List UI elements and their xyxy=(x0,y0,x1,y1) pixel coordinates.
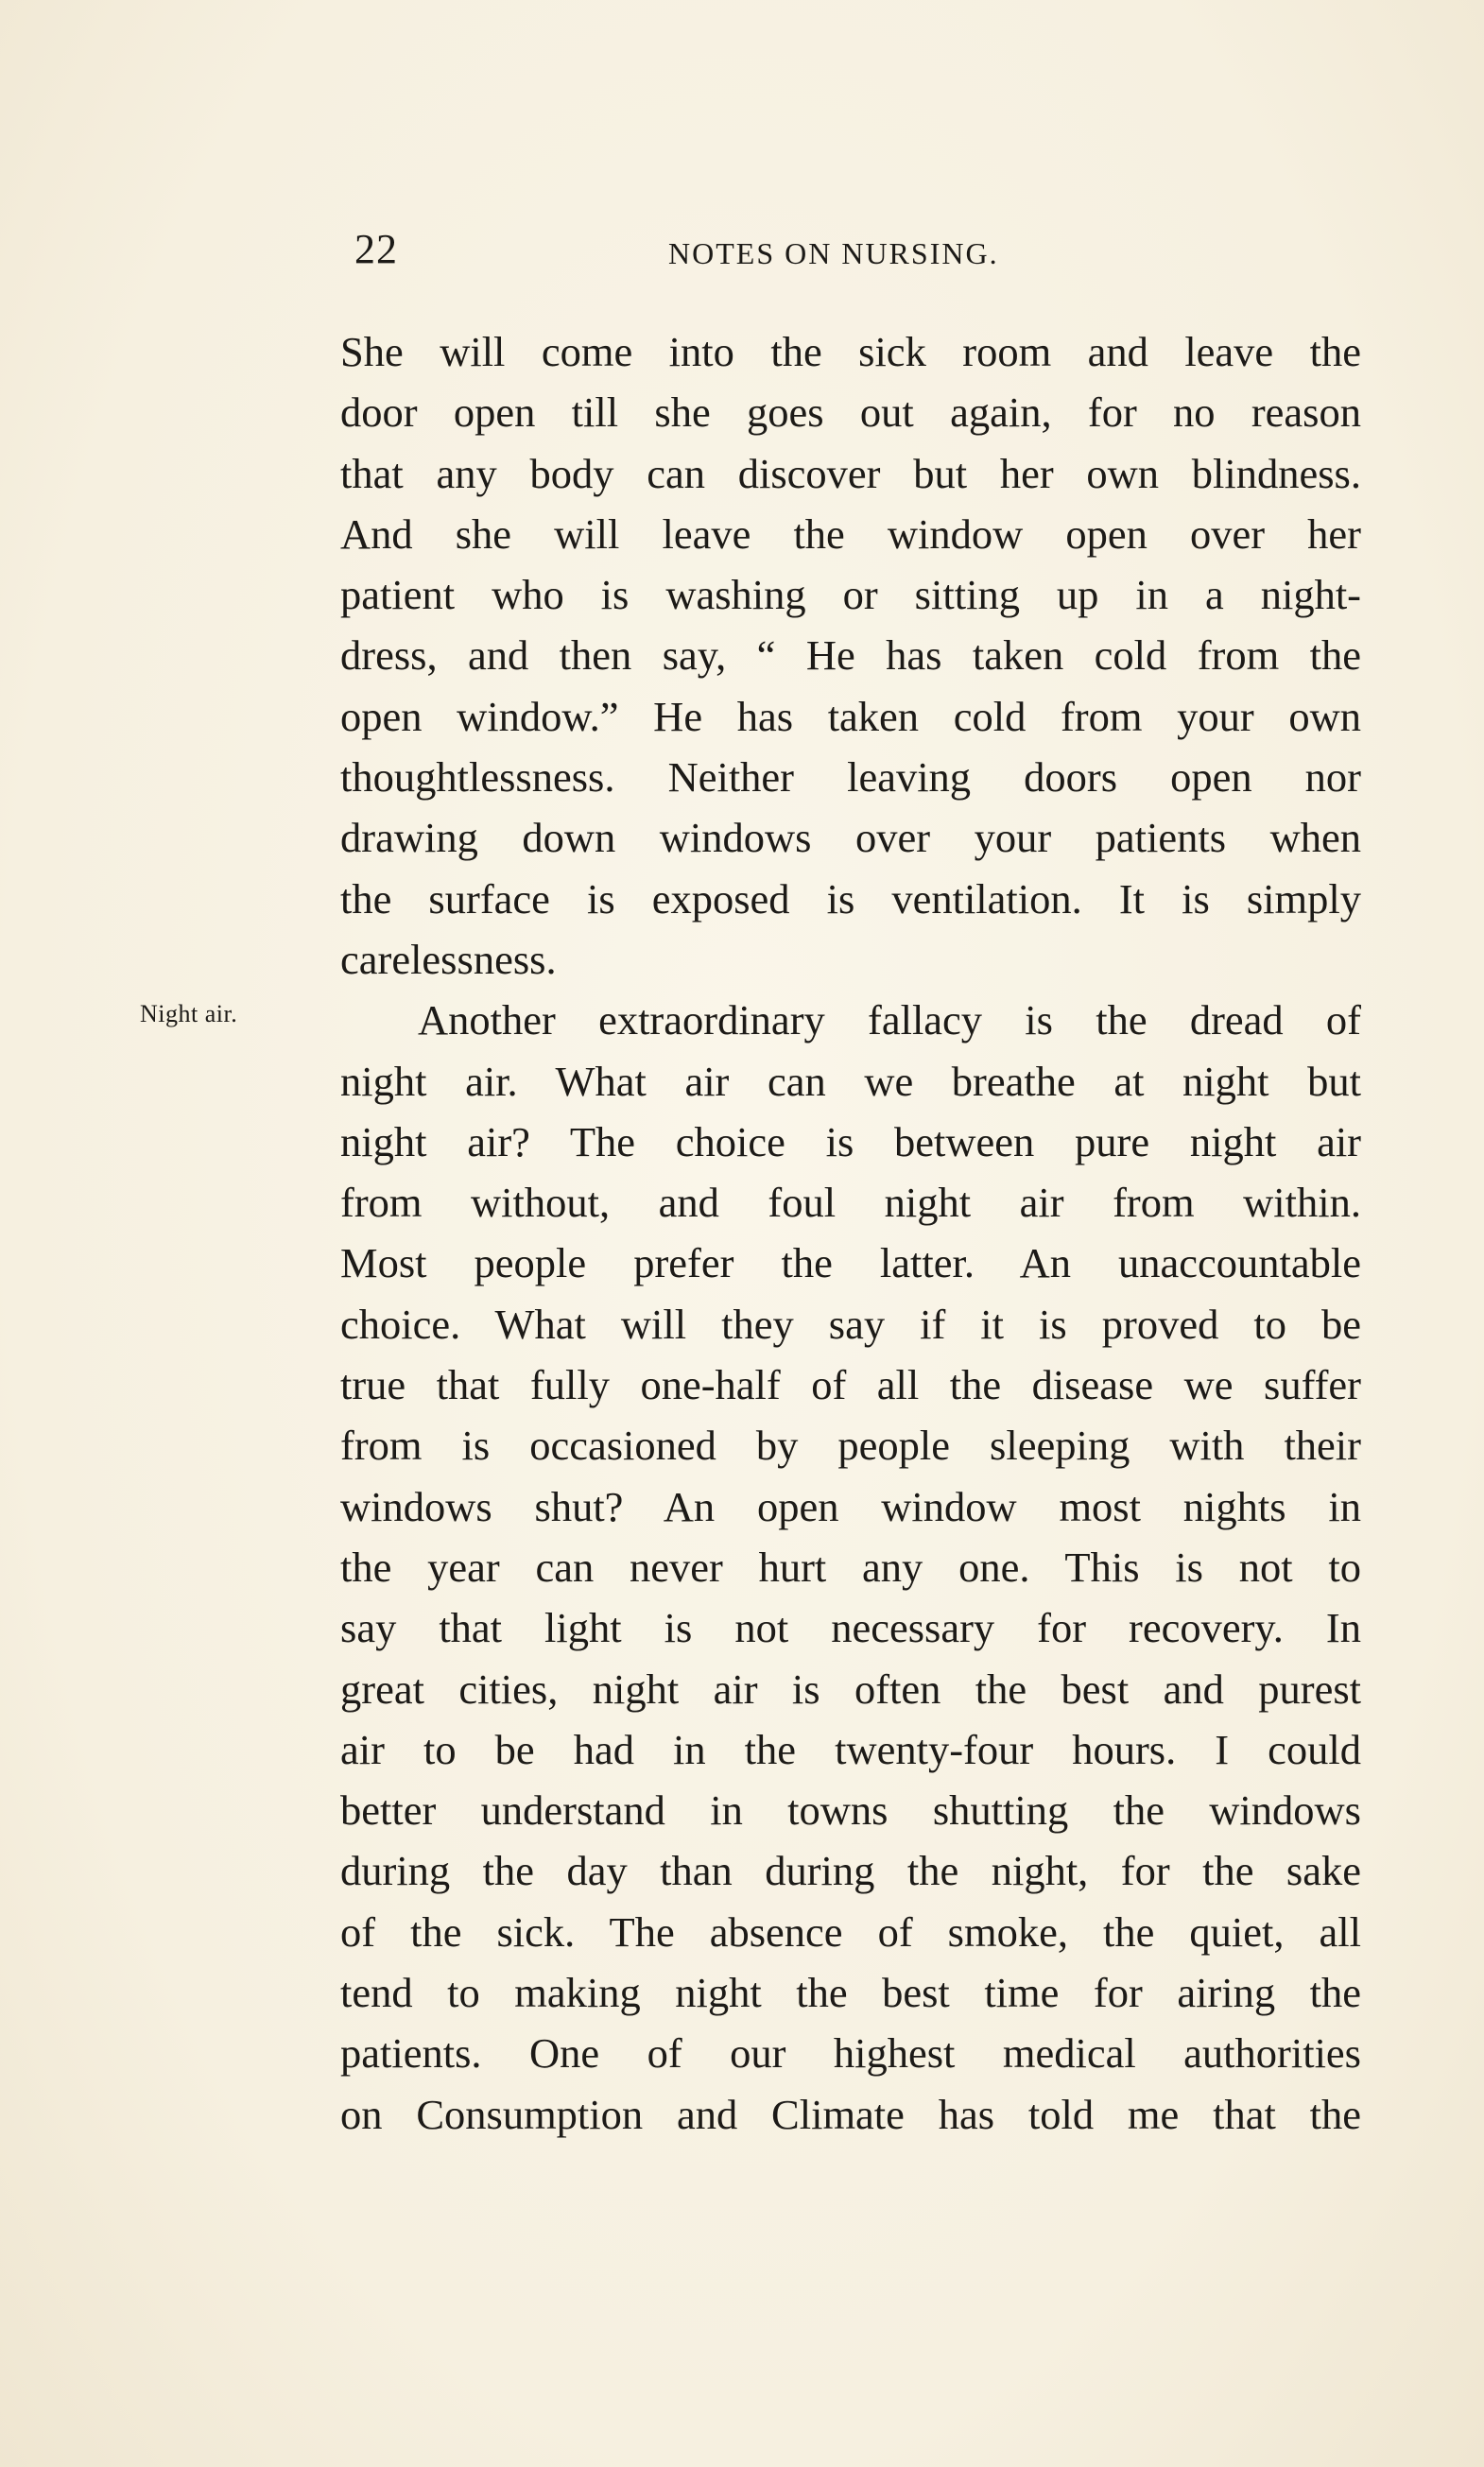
text-line: night air. What air can we breathe at night but xyxy=(340,1057,1361,1105)
text-line: thoughtlessness. Neither leaving doors open nor xyxy=(340,753,1361,802)
text-line: of the sick. The absence of smoke, the quiet, all xyxy=(340,1907,1361,1956)
text-line: from without, and foul night air from within. xyxy=(340,1179,1361,1227)
text-line: Another extraordinary fallacy is the dread of xyxy=(418,996,1361,1044)
body-text xyxy=(340,321,1361,2145)
running-title: NOTES ON NURSING. xyxy=(668,236,999,270)
text-line: She will come into the sick room and leave the xyxy=(340,328,1361,375)
text-line: patient who is washing or sitting up in a night- xyxy=(340,571,1361,619)
text-line: true that fully one-half of all the disease we suffer xyxy=(340,1361,1361,1409)
text-line: door open till she goes out again, for no reason xyxy=(340,388,1361,437)
text-line: from is occasioned by people sleeping with their xyxy=(340,1422,1361,1470)
text-line: drawing down windows over your patients when xyxy=(340,814,1361,862)
text-line: And she will leave the window open over her xyxy=(340,509,1361,558)
text-line: patients. One of our highest medical authorities xyxy=(340,2029,1361,2078)
text-line: carelessness. xyxy=(340,935,557,983)
text-line: choice. What will they say if it is proved to be xyxy=(340,1300,1361,1348)
text-line: Most people prefer the latter. An unaccountable xyxy=(340,1239,1361,1287)
page-header xyxy=(354,225,1356,282)
paragraph-1 xyxy=(340,321,1361,990)
text-line: dress, and then say, “ He has taken cold from the xyxy=(340,631,1361,680)
text-line: night air? The choice is between pure night air xyxy=(340,1117,1361,1165)
text-line: air to be had in the twenty-four hours. I could xyxy=(340,1725,1361,1773)
text-line: windows shut? An open window most nights in xyxy=(340,1482,1361,1530)
text-line: that any body can discover but her own blindness. xyxy=(340,449,1361,497)
page-number: 22 xyxy=(354,226,398,272)
paragraph-2 xyxy=(340,990,1361,2145)
margin-note-night-air: Night air. xyxy=(140,1000,238,1027)
text-line: say that light is not necessary for recovery. In xyxy=(340,1604,1361,1652)
text-line: the surface is exposed is ventilation. It is simply xyxy=(340,874,1361,923)
text-line: on Consumption and Climate has told me that the xyxy=(340,2090,1361,2138)
text-line: open window.” He has taken cold from your own xyxy=(340,692,1361,740)
text-line: the year can never hurt any one. This is not to xyxy=(340,1543,1361,1591)
text-line: during the day than during the night, for the sake xyxy=(340,1847,1361,1895)
text-line: great cities, night air is often the best and purest xyxy=(340,1665,1361,1713)
text-line: better understand in towns shutting the windows xyxy=(340,1786,1361,1835)
text-line: tend to making night the best time for airing the xyxy=(340,1969,1361,2017)
